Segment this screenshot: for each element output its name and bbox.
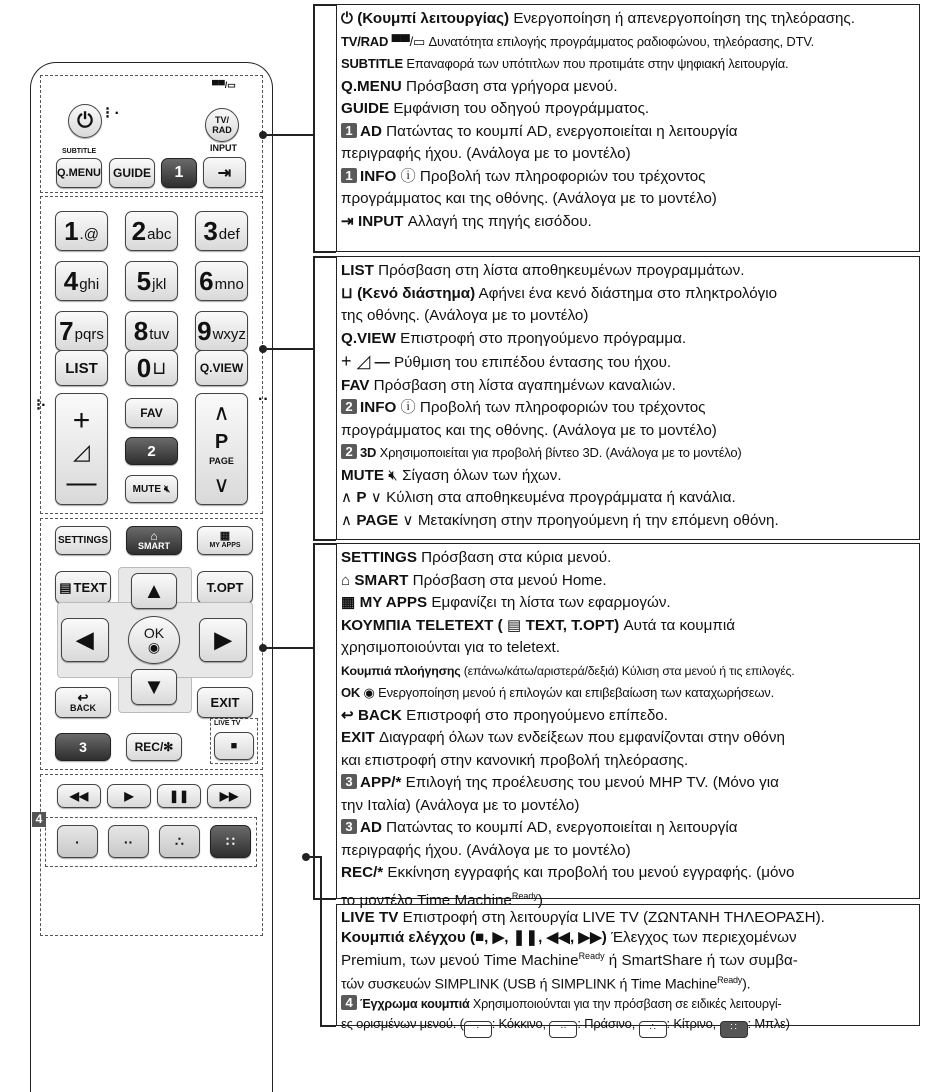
- s4-line-3: τών συσκευών SIMPLINK (USB ή SIMPLINK ή Time Machine$^{Ready}$).: [341, 974, 751, 993]
- s2-line-9: MUTE 🔇︎ Σίγαση όλων των ήχων.: [341, 466, 562, 484]
- number-9-button[interactable]: 9 wxyz: [195, 311, 248, 351]
- s2-line-0: LIST Πρόσβαση στη λίστα αποθηκευμένων προγραμμάτων.: [341, 262, 745, 279]
- s3-line-0: SETTINGS Πρόσβαση στα κύρια μενού.: [341, 549, 612, 566]
- leader-line-2v: [313, 256, 315, 540]
- number-3-button[interactable]: 3 def: [195, 211, 248, 251]
- page-label: PAGE: [209, 456, 234, 467]
- s1-line-6: περιγραφής ήχου. (Ανάλογα με το μοντέλο): [341, 145, 631, 162]
- page-up-icon: ∧: [213, 400, 230, 425]
- arrow-up-icon: ▲: [143, 578, 165, 603]
- s3-line-10: 3 APP/* Επιλογή της προέλευσης του μενού MHP TV. (Μόνο για: [341, 772, 915, 795]
- input-arrow-icon: ⇥: [341, 212, 354, 230]
- s4-line-2: Premium, των μενού Time Machine$^{Ready}$ ή SmartShare ή των συμβα-: [341, 951, 798, 970]
- s3-line-15: το μοντέλο Time Machine$^{Ready}$): [341, 890, 543, 909]
- space-bar-icon: ⊔: [341, 284, 353, 302]
- play-button[interactable]: [107, 784, 151, 808]
- home-icon: ⌂: [341, 571, 351, 589]
- blue-color-button[interactable]: [210, 825, 251, 858]
- leader-line-4: [306, 856, 320, 858]
- s2-line-5: FAV Πρόσβαση στη λίστα αγαπημένων καναλιών.: [341, 376, 676, 394]
- arrow-down-icon: ▼: [143, 674, 165, 699]
- number-1-button[interactable]: 1 .@: [55, 211, 108, 251]
- s1-line-8: προγράμματος και της οθόνης. (Ανάλογα με το μοντέλο): [341, 190, 717, 207]
- section-4-box: [336, 904, 920, 1034]
- leader-line-3t: [313, 543, 336, 545]
- section-2-box: [336, 256, 920, 540]
- input-label: INPUT: [210, 143, 237, 153]
- section-1-box: [336, 4, 920, 252]
- caret-up-icon: ∧: [341, 489, 353, 506]
- ok-button[interactable]: OK ◉: [128, 616, 180, 664]
- s2-line-2: της οθόνης. (Ανάλογα με το μοντέλο): [341, 307, 589, 324]
- nav-up-button[interactable]: [131, 573, 177, 609]
- nav-right-button[interactable]: [199, 618, 247, 662]
- red-2-button[interactable]: 2: [125, 437, 178, 465]
- number-6-button[interactable]: 6 mno: [195, 261, 248, 301]
- page-down-icon: ∨: [213, 471, 230, 497]
- s4-line-0: LIVE TV Επιστροφή στη λειτουργία LIVE TV (ΖΩΝΤΑΝΗ ΤΗΛΕΟΡΑΣΗ).: [341, 909, 825, 926]
- s2-line-3: Q.VIEW Επιστροφή στο προηγούμενο πρόγραμμα.: [341, 329, 687, 347]
- topt-button[interactable]: T.OPT: [197, 571, 253, 604]
- section-3-box: [336, 543, 920, 909]
- volume-rocker[interactable]: [55, 393, 108, 505]
- subtitle-label: SUBTITLE: [62, 148, 97, 155]
- s1-line-7: 1 INFO ⓘ Προβολή των πληροφοριών του τρέχοντος: [341, 166, 915, 189]
- red-dot-icon: ·: [464, 1021, 492, 1038]
- s4-line-4: 4 Έγχρωμα κουμπιά Χρησιμοποιούνται για την πρόσβαση σε ειδικές λειτουργί-: [341, 995, 915, 1015]
- s3-line-14: REC/* Εκκίνηση εγγραφής και προβολή του μενού εγγραφής. (μόνο: [341, 864, 795, 881]
- leader-line-1v: [313, 4, 315, 252]
- leader-line-2t: [313, 256, 336, 258]
- s2-line-7: προγράμματος και της οθόνης. (Ανάλογα με το μοντέλο): [341, 421, 717, 439]
- s3-line-8: EXIT Διαγραφή όλων των ενδείξεων που εμφανίζονται στην οθόνη: [341, 729, 785, 746]
- rewind-icon: ◀◀: [69, 789, 89, 803]
- red-1-button[interactable]: 1: [161, 158, 197, 188]
- ok-circle-icon: ◉: [363, 685, 375, 700]
- s1-line-5: 1 AD Πατώντας το κουμπί AD, ενεργοποιείται η λειτουργία: [341, 121, 915, 144]
- program-page-rocker[interactable]: [195, 393, 248, 505]
- s2-line-6: 2 INFO ⓘ Προβολή των πληροφοριών του τρέχοντος: [341, 397, 915, 420]
- s2-line-4: + ◿ — Ρύθμιση του επιπέδου έντασης του ήχου.: [341, 351, 672, 371]
- qmenu-button[interactable]: Q.MENU: [56, 158, 102, 188]
- s2-line-11: ∧ PAGE ∨ Μετακίνηση στην προηγούμενη ή την επόμενη οθόνη.: [341, 511, 779, 529]
- three-dots-icon: ∴: [175, 833, 184, 849]
- settings-button[interactable]: SETTINGS: [55, 526, 111, 555]
- leader-line-4v: [320, 856, 322, 1026]
- power-dots-icon: ⁝ ·: [105, 105, 120, 122]
- play-icon: ▶: [124, 789, 134, 803]
- stop-icon: ■: [230, 740, 238, 752]
- home-icon: ⌂: [150, 528, 158, 543]
- volume-down-icon: —: [66, 466, 97, 499]
- arrow-right-icon: ▶: [214, 627, 232, 652]
- s4-line-5: ες ορισμένων μενού. ( · : Κόκκινο, ·· : Πράσινο, ∴ : Κίτρινο, ∷ : Μπλε): [341, 1014, 915, 1038]
- pause-icon: ❚❚: [168, 789, 190, 803]
- info-icon: ⓘ: [400, 399, 416, 416]
- leader-line-1t: [313, 4, 336, 6]
- s1-line-3: Q.MENU Πρόσβαση στα γρήγορα μενού.: [341, 77, 618, 95]
- number-8-button[interactable]: 8 tuv: [125, 311, 178, 351]
- mute-icon: 🔇︎: [164, 483, 171, 495]
- s1-line-0: ⏻ (Κουμπί λειτουργίας) Ενεργοποίηση ή απενεργοποίηση της τηλεόρασης.: [341, 10, 855, 27]
- arrow-left-icon: ◀: [76, 627, 94, 652]
- red-color-button[interactable]: [57, 825, 98, 858]
- leader-line-4b: [320, 1025, 336, 1027]
- rec-button[interactable]: REC/✻: [126, 733, 182, 761]
- rewind-button[interactable]: [57, 784, 101, 808]
- leader-line-2: [263, 348, 313, 350]
- s3-line-3: ΚΟΥΜΠΙΑ TELETEXT ( ▤ TEXT, T.OPT) Αυτά τα κουμπιά: [341, 616, 736, 634]
- back-arrow-icon: ↩: [341, 706, 354, 724]
- volume-icon: ◿: [73, 439, 90, 464]
- number-2-button[interactable]: 2 abc: [125, 211, 178, 251]
- smart-button[interactable]: ⌂ SMART: [126, 526, 182, 555]
- s3-line-5: Κουμπιά πλοήγησης (επάνω/κάτω/αριστερά/δεξιά) Κύλιση στα μενού ή τις επιλογές.: [341, 663, 795, 678]
- page-dots-icon: ··: [258, 391, 269, 408]
- mute-icon: 🔇︎: [388, 466, 398, 484]
- number-5-button[interactable]: 5 jkl: [125, 261, 178, 301]
- input-icon: ⇥: [217, 164, 232, 182]
- plus-volume-icon: + ◿: [341, 351, 371, 371]
- number-7-button[interactable]: 7 pqrs: [55, 311, 108, 351]
- text-button[interactable]: ▤ TEXT: [55, 571, 111, 604]
- back-button[interactable]: ↩ BACK: [55, 687, 111, 718]
- s3-line-6: OK ◉ Ενεργοποίηση μενού ή επιλογών και επιβεβαίωση των καταχωρήσεων.: [341, 685, 774, 700]
- leader-line-1: [263, 134, 313, 136]
- blue-dots-icon: ∷: [720, 1021, 748, 1038]
- fast-forward-button[interactable]: [207, 784, 251, 808]
- s1-line-9: ⇥ INPUT Αλλαγή της πηγής εισόδου.: [341, 212, 592, 230]
- tv-radio-icon: ▀▀/▭: [391, 33, 426, 49]
- s3-line-1: ⌂ SMART Πρόσβαση στα μενού Home.: [341, 571, 607, 589]
- control-icons: (■, ▶, ❚❚, ◀◀, ▶▶): [469, 928, 607, 946]
- volume-up-icon: +: [72, 404, 91, 437]
- s3-line-2: ▦ MY APPS Εμφανίζει τη λίστα των εφαρμογών.: [341, 594, 671, 611]
- s3-line-4: χρησιμοποιούνται για το teletext.: [341, 639, 560, 656]
- s3-line-13: περιγραφής ήχου. (Ανάλογα με το μοντέλο): [341, 841, 631, 859]
- exit-button[interactable]: EXIT: [197, 687, 253, 718]
- leader-line-1b: [313, 251, 336, 253]
- number-4-badge: 4: [32, 812, 46, 827]
- volume-dots-icon: ⁝·: [36, 397, 47, 414]
- s2-line-8: 2 3D Χρησιμοποιείται για προβολή βίντεο 3D. (Ανάλογα με το μοντέλο): [341, 442, 915, 465]
- number-0-button[interactable]: 0 ⊔: [125, 350, 178, 386]
- s3-line-9: και επιστροφή στην κανονική προβολή τηλεόρασης.: [341, 751, 689, 769]
- ok-icon: ◉: [147, 639, 161, 655]
- s3-line-12: 3 AD Πατώντας το κουμπί AD, ενεργοποιείται η λειτουργία: [341, 817, 915, 840]
- apps-grid-icon: ▦: [219, 529, 231, 542]
- caret-down-icon: ∨: [370, 489, 382, 506]
- list-button[interactable]: LIST: [55, 350, 108, 386]
- live-tv-button[interactable]: [214, 732, 254, 760]
- info-icon: ⓘ: [400, 167, 416, 185]
- one-dot-icon: ·: [75, 833, 80, 850]
- leader-line-3b: [313, 898, 336, 900]
- guide-button[interactable]: GUIDE: [109, 158, 155, 188]
- leader-line-3: [263, 647, 313, 649]
- tv-rad-button[interactable]: TV/ RAD: [205, 108, 239, 142]
- fav-button[interactable]: FAV: [125, 398, 178, 428]
- s1-line-4: GUIDE Εμφάνιση του οδηγού προγράμματος.: [341, 100, 650, 117]
- s1-line-1: TV/RAD ▀▀/▭ Δυνατότητα επιλογής προγράμματος ραδιοφώνου, τηλεόρασης, DTV.: [341, 33, 815, 49]
- my-apps-button[interactable]: ▦ MY APPS: [197, 526, 253, 555]
- nav-down-button[interactable]: [131, 669, 177, 705]
- program-label: P: [214, 430, 229, 453]
- pause-button[interactable]: [157, 784, 201, 808]
- power-icon: ⏻: [341, 10, 354, 27]
- leader-line-3v: [313, 543, 315, 899]
- mute-button[interactable]: MUTE 🔇︎: [125, 475, 178, 503]
- four-dots-icon: ∷: [226, 833, 235, 849]
- live-tv-label: LIVE TV: [214, 720, 241, 727]
- caret-down-icon: ∨: [402, 511, 414, 529]
- s1-line-2: SUBTITLE Επαναφορά των υπότιτλων που προτιμάτε στην ψηφιακή λειτουργία.: [341, 56, 789, 71]
- red-3-button[interactable]: 3: [55, 733, 111, 761]
- two-dots-icon: ··: [123, 833, 134, 850]
- s2-line-1: ⊔ (Κενό διάστημα) Αφήνει ένα κενό διάστημα στο πληκτρολόγιο: [341, 284, 778, 302]
- qview-button[interactable]: Q.VIEW: [195, 350, 248, 386]
- s3-line-11: την Ιταλία) (Ανάλογα με το μοντέλο): [341, 796, 580, 814]
- input-button[interactable]: [203, 157, 246, 188]
- power-button[interactable]: ⏻: [68, 104, 102, 138]
- s3-line-7: ↩ BACK Επιστροφή στο προηγούμενο επίπεδο.: [341, 706, 668, 724]
- back-arrow-icon: ↩: [77, 689, 89, 705]
- leader-line-2b: [313, 539, 336, 541]
- green-dots-icon: ··: [549, 1021, 577, 1038]
- nav-left-button[interactable]: [61, 618, 109, 662]
- teletext-icon: ▤: [59, 579, 72, 595]
- tv-rad-icon: ▀▀/▭: [212, 80, 236, 90]
- apps-grid-icon: ▦: [341, 594, 356, 611]
- teletext-icon: ▤: [506, 616, 522, 634]
- fast-forward-icon: ▶▶: [219, 789, 239, 803]
- s4-line-1: Κουμπιά ελέγχου (■, ▶, ❚❚, ◀◀, ▶▶) Έλεγχος των περιεχομένων: [341, 928, 797, 946]
- caret-up-icon: ∧: [341, 511, 353, 529]
- s2-line-10: ∧ P ∨ Κύλιση στα αποθηκευμένα προγράμματα ή κανάλια.: [341, 489, 736, 506]
- number-4-button[interactable]: 4 ghi: [55, 261, 108, 301]
- yellow-color-button[interactable]: [159, 825, 200, 858]
- space-icon: ⊔: [152, 357, 167, 378]
- yellow-dots-icon: ∴: [639, 1021, 667, 1038]
- green-color-button[interactable]: [108, 825, 149, 858]
